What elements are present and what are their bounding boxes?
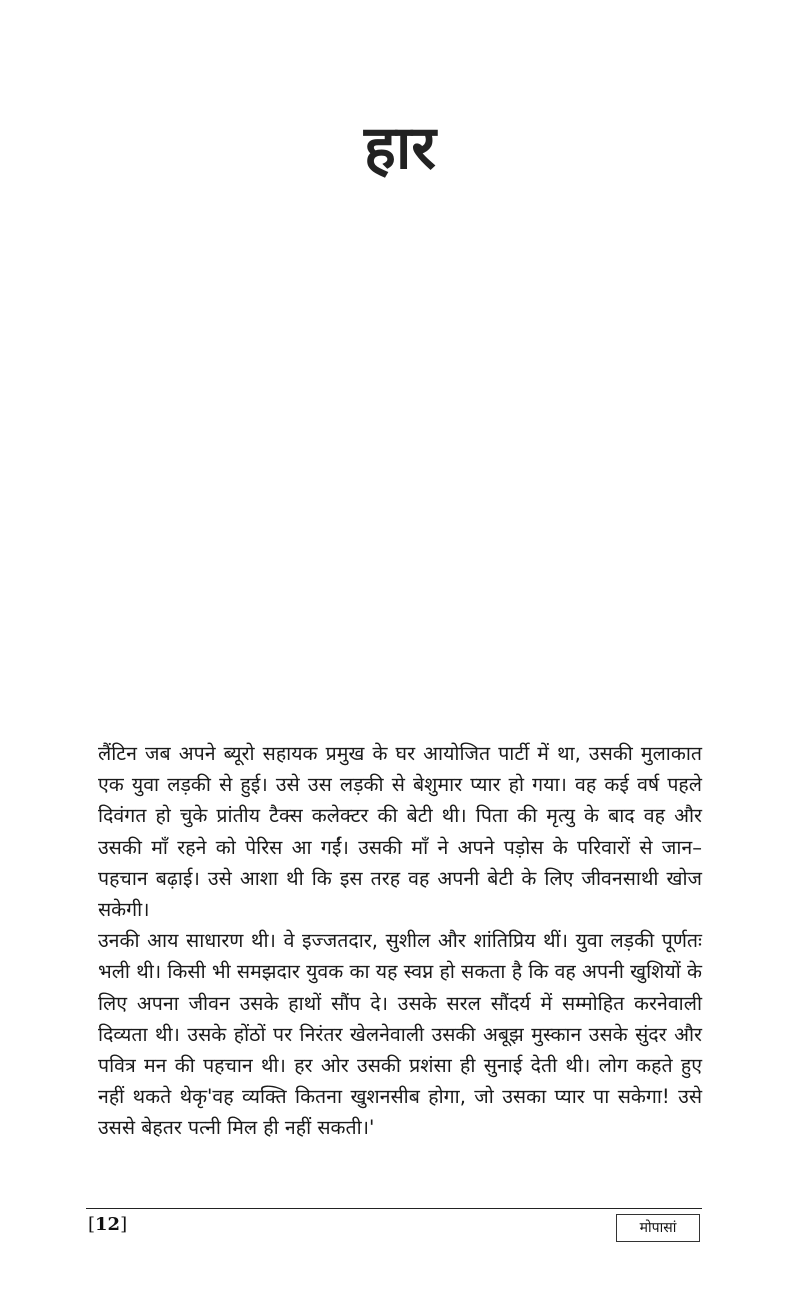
page-number-value: 12 — [95, 1214, 121, 1235]
body-text — [98, 738, 702, 1144]
paragraph: लैंटिन जब अपने ब्यूरो सहायक प्रमुख के घर आयोजित पार्टी में था, उसकी मुलाकात एक युवा लड़की से हुई। उसे उस लड़की से बेशुमार प्यार हो गया। वह कई वर्ष पहले दिवंगत हो चुके प्रांतीय टैक्स कलेक्टर की बेटी थी। पिता की मृत्यु के बाद वह और उसकी माँ रहने को पेरिस आ गईं। उसकी माँ ने अपने पड़ोस के परिवारों से जान–पहचान बढ़ाई। उसे आशा थी कि इस तरह वह अपनी बेटी के लिए जीवनसाथी खोज सकेगी। — [98, 742, 702, 922]
footer-rule — [86, 1208, 702, 1209]
running-title: मोपासां — [616, 1214, 700, 1242]
chapter-title: हार — [364, 113, 436, 183]
paragraph: उनकी आय साधारण थी। वे इज्जतदार, सुशील और शांतिप्रिय थीं। युवा लड़की पूर्णतः भली थी। किसी भी समझदार युवक का यह स्वप्न हो सकता है कि वह अपनी खुशियों के लिए अपना जीवन उसके हाथों सौंप दे। उसके सरल सौंदर्य में सम्मोहित करनेवाली दिव्यता थी। उसके होंठों पर निरंतर खेलनेवाली उसकी अबूझ मुस्कान उसके सुंदर और पवित्र मन की पहचान थी। हर ओर उसकी प्रशंसा ही सुनाई देती थी। लोग कहते हुए नहीं थकते थेकृ'वह व्यक्ति कितना खुशनसीब होगा, जो उसका प्यार पा सकेगा! उसे उससे बेहतर पत्नी मिल ही नहीं सकती।' — [98, 929, 702, 1140]
page-number: [12] — [88, 1214, 128, 1235]
